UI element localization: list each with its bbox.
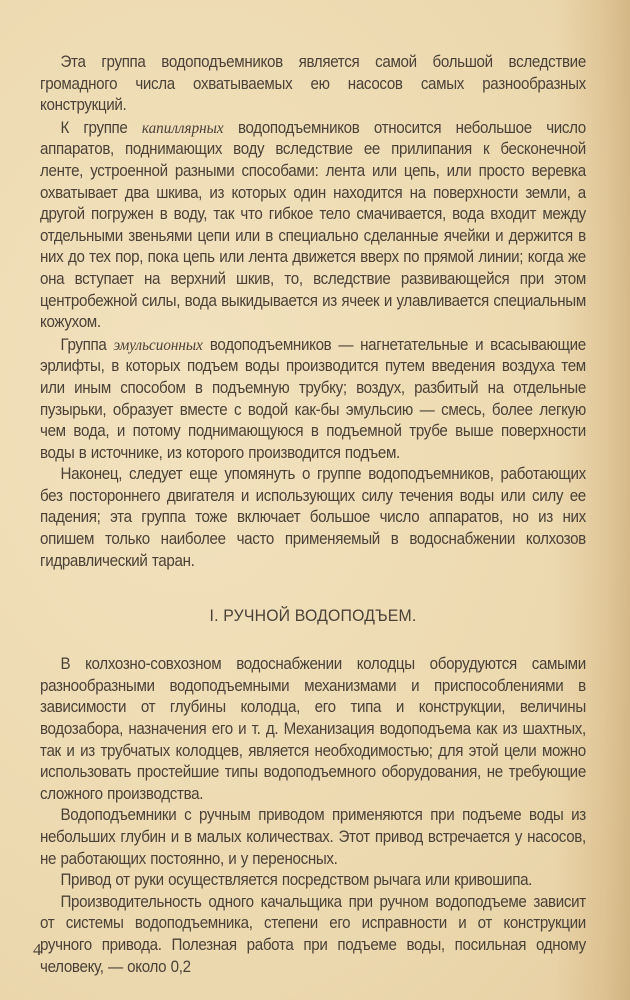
paragraph-7 xyxy=(40,870,586,892)
paragraph-4 xyxy=(40,464,586,572)
paragraph-prefix: Группа xyxy=(60,335,114,354)
page-number: 4 xyxy=(33,940,42,959)
paragraph-text: Производительность одного качальщика при ручном водоподъеме зависит от системы водоподъемника, степени его исправности и от конструкции ручного привода. Полезная работа при подъеме воды, посильная одному человеку, — около 0,2 xyxy=(40,892,586,976)
paragraph-6 xyxy=(40,805,586,870)
paragraph-5 xyxy=(40,654,586,805)
paragraph-text: Эта группа водоподъемников является самой большой вследствие громадного числа охватываемых ею насосов самых разнообразных конструкций. xyxy=(40,53,586,115)
paragraph-8 xyxy=(40,892,586,978)
italic-term: эмульсионных xyxy=(113,334,203,354)
paragraph-text: водоподъемников — нагнетательные и всасывающие эрлифты, в которых подъем воды производится путем введения воздуха тем или иным способом в подъемную трубку; воздух, разбитый на отдельные пузырьки, образует вместе с водой как-бы эмульсию — смесь, более легкую чем вода, и потому поднимающуюся в подъемной трубе выше поверхности воды в источнике, из которого производится подъем. xyxy=(40,335,586,462)
section-heading: I. РУЧНОЙ ВОДОПОДЪЕМ. xyxy=(209,606,417,626)
paragraph-text: водоподъемников относится небольшое число аппаратов, поднимающих воду вследствие ее прилипания к бесконечной ленте, устроенной разными способами: лента или цепь, или просто веревка охватывает два шкива, из которых один находится на поверхности земли, а другой погружен в воду, так что гибкое тело смачивается, вода входит между отдельными звеньями цепи или в специально сделанные ячейки и держится в них до тех пор, пока цепь или лента движется вверх по прямой линии; когда же она вступает на верхний шкив, то, вследствие развивающейся при этом центробежной силы, вода выкидывается из ячеек и улавливается специальным кожухом. xyxy=(40,118,586,332)
paragraph-1 xyxy=(40,52,586,117)
paragraph-text: Привод от руки осуществляется посредством рычага или кривошипа. xyxy=(60,871,533,890)
paragraph-text: Водоподъемники с ручным приводом применяются при подъеме воды из небольших глубин и в малых количествах. Этот привод встречается у насосов, не работающих постоянно, и у переносных. xyxy=(40,806,586,868)
paragraph-text: В колхозно-совхозном водоснабжении колодцы оборудуются самыми разнообразными водоподъемными механизмами и приспособлениями в зависимости от глубины колодца, его типа и конструкции, величины водозабора, назначения его и т. д. Механизация водоподъема как из шахтных, так и из трубчатых колодцев, является необходимостью; для этой цели можно использовать простейшие типы водоподъемного оборудования, не требующие сложного производства. xyxy=(40,655,586,803)
paragraph-3 xyxy=(40,334,586,465)
paragraph-2 xyxy=(40,117,586,334)
page-body xyxy=(40,52,586,978)
paragraph-text: Наконец, следует еще упомянуть о группе водоподъемников, работающих без постороннего двигателя и использующих силу течения воды или силу ее падения; эта группа тоже включает большое число аппаратов, но из них опишем только наиболее часто применяемый в водоснабжении колхозов гидравлический таран. xyxy=(40,465,586,570)
italic-term: капиллярных xyxy=(141,117,224,137)
paragraph-prefix: К группе xyxy=(60,118,142,137)
